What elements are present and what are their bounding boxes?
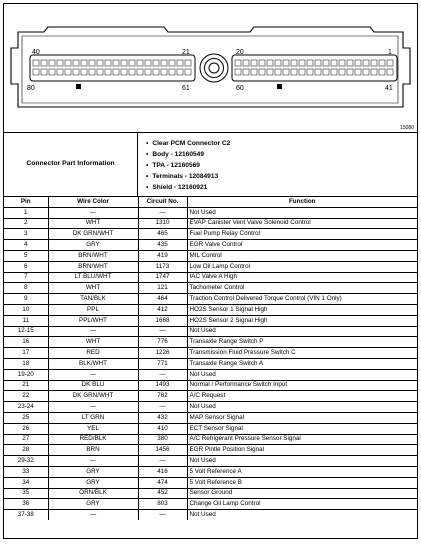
function-cell: IAC Valve A High — [187, 272, 417, 283]
pin-cell: 16 — [4, 337, 48, 348]
function-cell: Transaxle Range Switch A — [187, 358, 417, 369]
circuit-cell: 380 — [138, 434, 187, 445]
circuit-cell: — — [138, 456, 187, 467]
connector-info-item: • Clear PCM Connector C2 — [146, 138, 417, 149]
table-row — [4, 456, 417, 467]
table-row — [4, 326, 417, 337]
pin-label-61: 61 — [182, 85, 190, 92]
wire-color-cell: BLK/WHT — [48, 358, 138, 369]
pin-cavity — [65, 60, 71, 66]
pin-cavity — [315, 60, 321, 66]
pin-cavity — [97, 69, 103, 75]
circuit-cell: — — [138, 369, 187, 380]
pin-cavity — [307, 69, 313, 75]
pin-cavity — [89, 60, 95, 66]
circuit-cell: 803 — [138, 499, 187, 510]
connector-info-item: • Body - 12160549 — [146, 149, 417, 160]
pin-cavity — [169, 60, 175, 66]
pin-cavity — [73, 60, 79, 66]
wire-color-cell: GRY — [48, 477, 138, 488]
table-row — [4, 337, 417, 348]
pin-cavity — [275, 60, 281, 66]
connector-info-item: • Terminals - 12084913 — [146, 171, 417, 182]
wire-color-cell: RED — [48, 348, 138, 359]
pin-cavity — [121, 69, 127, 75]
pin-cavity — [251, 60, 257, 66]
pin-cavity — [283, 60, 289, 66]
pin-cavity — [185, 69, 191, 75]
pin-cell: 26 — [4, 423, 48, 434]
pin-cavity — [97, 60, 103, 66]
wire-color-cell: DK GRN/WHT — [48, 229, 138, 240]
pin-label-41: 41 — [385, 85, 393, 92]
wire-color-cell: RED/BLK — [48, 434, 138, 445]
header-circuit: Circuit No. — [138, 197, 187, 207]
pin-cell: 37-38 — [4, 510, 48, 520]
pin-cavity — [73, 69, 79, 75]
wire-color-cell: LT BLU/WHT — [48, 272, 138, 283]
pin-cavity — [387, 60, 393, 66]
pin-cell: 12-15 — [4, 326, 48, 337]
table-row — [4, 488, 417, 499]
wire-color-cell: DK GRN/WHT — [48, 391, 138, 402]
pin-cell: 21 — [4, 380, 48, 391]
pin-cavity — [291, 69, 297, 75]
circuit-cell: 410 — [138, 423, 187, 434]
pin-cavity — [65, 69, 71, 75]
pin-cavity — [89, 69, 95, 75]
pin-cavity — [307, 60, 313, 66]
table-row — [4, 240, 417, 251]
circuit-cell: 452 — [138, 488, 187, 499]
pin-cavity — [137, 69, 143, 75]
pin-cell: 25 — [4, 412, 48, 423]
function-cell: Not Used — [187, 456, 417, 467]
pin-cell: 10 — [4, 304, 48, 315]
circuit-cell: 464 — [138, 294, 187, 305]
circuit-cell: — — [138, 402, 187, 413]
wire-color-cell: WHT — [48, 283, 138, 294]
header-pin: Pin — [4, 197, 48, 207]
connector-drawing — [4, 4, 417, 131]
wire-color-cell: GRY — [48, 466, 138, 477]
pin-cell: 2 — [4, 218, 48, 229]
circuit-cell: 121 — [138, 283, 187, 294]
pin-cavity — [363, 69, 369, 75]
circuit-cell: 1456 — [138, 445, 187, 456]
connector-part-information — [4, 133, 417, 197]
pin-cavity — [145, 69, 151, 75]
wire-color-cell: DK BLU — [48, 380, 138, 391]
circuit-cell: 1173 — [138, 261, 187, 272]
pin-cell: 27 — [4, 434, 48, 445]
pin-cavity — [153, 69, 159, 75]
pin-cavity — [33, 69, 39, 75]
circuit-cell: 762 — [138, 391, 187, 402]
wire-color-cell: PPL — [48, 304, 138, 315]
header-function: Function — [187, 197, 417, 207]
function-cell: A/C Request — [187, 391, 417, 402]
header-wire-color: Wire Color — [48, 197, 138, 207]
pin-cavity — [243, 60, 249, 66]
pin-cavity — [185, 60, 191, 66]
pin-cell: 33 — [4, 466, 48, 477]
pin-cavity — [275, 69, 281, 75]
table-row — [4, 499, 417, 510]
table-row — [4, 348, 417, 359]
wire-color-cell: LT GRN — [48, 412, 138, 423]
connector-figure — [4, 4, 417, 133]
pin-cell: 6 — [4, 261, 48, 272]
table-row — [4, 272, 417, 283]
wire-color-cell: BRN/WHT — [48, 261, 138, 272]
wire-color-cell: YEL — [48, 423, 138, 434]
function-cell: ECT Sensor Signal — [187, 423, 417, 434]
pin-cavity — [267, 69, 273, 75]
pin-cavity — [235, 69, 241, 75]
pin-cavity — [137, 60, 143, 66]
pin-cell: 18 — [4, 358, 48, 369]
table-row — [4, 402, 417, 413]
function-cell: Not Used — [187, 510, 417, 520]
function-cell: 5 Volt Reference B — [187, 477, 417, 488]
connector-info-list — [138, 133, 417, 196]
circuit-cell: 419 — [138, 250, 187, 261]
wire-color-cell: WHT — [48, 337, 138, 348]
connector-info-item: • Shield - 12160921 — [146, 182, 417, 193]
wire-color-cell: — — [48, 369, 138, 380]
function-cell: HO2S Sensor 1 Signal High — [187, 304, 417, 315]
wire-color-cell: — — [48, 207, 138, 218]
function-cell: Tachometer Control — [187, 283, 417, 294]
table-row — [4, 369, 417, 380]
pin-cell: 19-20 — [4, 369, 48, 380]
circuit-cell: 1310 — [138, 218, 187, 229]
circuit-cell: 416 — [138, 466, 187, 477]
table-row — [4, 380, 417, 391]
pin-cavity — [379, 60, 385, 66]
pin-cavity — [259, 69, 265, 75]
function-cell: Sensor Ground — [187, 488, 417, 499]
figure-id: 15080 — [400, 125, 414, 131]
wire-color-cell: WHT — [48, 218, 138, 229]
pin-cavity — [251, 69, 257, 75]
circuit-cell: 474 — [138, 477, 187, 488]
pin-cavity — [363, 60, 369, 66]
function-cell: Transmission Fluid Pressure Switch C — [187, 348, 417, 359]
pin-cell: 28 — [4, 445, 48, 456]
circuit-cell: 1493 — [138, 380, 187, 391]
pin-cavity — [177, 60, 183, 66]
wire-color-cell: BRN/WHT — [48, 250, 138, 261]
circuit-cell: 1668 — [138, 315, 187, 326]
pin-cavity — [49, 60, 55, 66]
pin-cavity — [387, 69, 393, 75]
pin-cavity — [41, 69, 47, 75]
function-cell: Normal / Performance Switch Input — [187, 380, 417, 391]
pin-cavity — [339, 60, 345, 66]
pin-cavity — [81, 60, 87, 66]
pin-cavity — [371, 60, 377, 66]
pin-cavity — [105, 60, 111, 66]
pin-cavity — [243, 69, 249, 75]
circuit-cell: — — [138, 207, 187, 218]
wire-color-cell: — — [48, 510, 138, 520]
function-cell: Not Used — [187, 207, 417, 218]
wire-color-cell: — — [48, 402, 138, 413]
pin-cavity — [371, 69, 377, 75]
pin-cavity — [57, 60, 63, 66]
function-cell: Not Used — [187, 369, 417, 380]
table-row — [4, 218, 417, 229]
table-row — [4, 358, 417, 369]
table-row — [4, 294, 417, 305]
pin-cavity — [379, 69, 385, 75]
connector-info-label: Connector Part Information — [4, 133, 138, 196]
pin-cavity — [145, 60, 151, 66]
pin-cavity — [49, 69, 55, 75]
pin-label-21: 21 — [182, 49, 190, 56]
pin-cell: 5 — [4, 250, 48, 261]
pin-cavity — [129, 60, 135, 66]
table-row — [4, 412, 417, 423]
pin-cavity — [267, 60, 273, 66]
pin-cavity — [291, 60, 297, 66]
pin-cell: 11 — [4, 315, 48, 326]
pin-cavity — [331, 60, 337, 66]
table-row — [4, 423, 417, 434]
table-row — [4, 304, 417, 315]
pin-label-1: 1 — [388, 49, 392, 56]
function-cell: EGR Valve Control — [187, 240, 417, 251]
function-cell: Change Oil Lamp Control — [187, 499, 417, 510]
circuit-cell: — — [138, 510, 187, 520]
table-row — [4, 261, 417, 272]
pin-cavity — [323, 69, 329, 75]
function-cell: 5 Volt Reference A — [187, 466, 417, 477]
table-row — [4, 391, 417, 402]
wire-color-cell: — — [48, 456, 138, 467]
wire-color-cell: PPL/WHT — [48, 315, 138, 326]
connector-info-item: • TPA - 12160569 — [146, 160, 417, 171]
circuit-cell: 1747 — [138, 272, 187, 283]
pin-cavity — [105, 69, 111, 75]
circuit-cell: 1226 — [138, 348, 187, 359]
circuit-cell: 412 — [138, 304, 187, 315]
pin-cavity — [339, 69, 345, 75]
table-row — [4, 283, 417, 294]
table-row — [4, 466, 417, 477]
pin-cavity — [161, 60, 167, 66]
function-cell: Not Used — [187, 402, 417, 413]
table-row — [4, 434, 417, 445]
table-header-row — [4, 197, 417, 207]
function-cell: Fuel Pump Relay Control — [187, 229, 417, 240]
table-row — [4, 207, 417, 218]
function-cell: MIL Control — [187, 250, 417, 261]
function-cell: Not Used — [187, 326, 417, 337]
pin-cavity — [299, 60, 305, 66]
pin-cavity — [177, 69, 183, 75]
pin-cavity — [113, 60, 119, 66]
circuit-cell: 432 — [138, 412, 187, 423]
wire-color-cell: GRY — [48, 499, 138, 510]
function-cell: Traction Control Delivered Torque Control (VIN 1 Only) — [187, 294, 417, 305]
circuit-cell: 435 — [138, 240, 187, 251]
pin-cavity — [347, 69, 353, 75]
pin-cavity — [169, 69, 175, 75]
pin-cell: 29-32 — [4, 456, 48, 467]
pin-cell: 3 — [4, 229, 48, 240]
circuit-cell: 771 — [138, 358, 187, 369]
pin-cavity — [347, 60, 353, 66]
pin-cell: 17 — [4, 348, 48, 359]
pin-cavity — [259, 60, 265, 66]
pin-cavity — [153, 60, 159, 66]
table-row — [4, 315, 417, 326]
wire-color-cell: BRN — [48, 445, 138, 456]
function-cell: Low Oil Lamp Control — [187, 261, 417, 272]
wire-color-cell: ORN/BLK — [48, 488, 138, 499]
pin-label-40: 40 — [32, 49, 40, 56]
pin-cavity — [331, 69, 337, 75]
circuit-cell: 776 — [138, 337, 187, 348]
function-cell: MAP Sensor Signal — [187, 412, 417, 423]
pin-cell: 7 — [4, 272, 48, 283]
pin-cavity — [299, 69, 305, 75]
table-row — [4, 510, 417, 520]
pin-cavity — [323, 60, 329, 66]
pin-cavity — [355, 69, 361, 75]
function-cell: EVAP Canister Vent Valve Solenoid Control — [187, 218, 417, 229]
table-row — [4, 445, 417, 456]
function-cell: HO2S Sensor 2 Signal High — [187, 315, 417, 326]
pin-cavity — [113, 69, 119, 75]
wire-color-cell: — — [48, 326, 138, 337]
pin-cell: 9 — [4, 294, 48, 305]
pin-cell: 23-24 — [4, 402, 48, 413]
pin-cavity — [41, 60, 47, 66]
function-cell: Transaxle Range Switch P — [187, 337, 417, 348]
pin-cell: 22 — [4, 391, 48, 402]
pin-label-80: 80 — [27, 85, 35, 92]
pin-cell: 4 — [4, 240, 48, 251]
pin-cavity — [315, 69, 321, 75]
circuit-cell: — — [138, 326, 187, 337]
function-cell: EGR Pintle Position Signal — [187, 445, 417, 456]
pin-cavity — [121, 60, 127, 66]
pin-cell: 36 — [4, 499, 48, 510]
table-row — [4, 229, 417, 240]
pin-cavity — [235, 60, 241, 66]
pin-cavity — [57, 69, 63, 75]
pin-label-20: 20 — [236, 49, 244, 56]
pin-cell: 34 — [4, 477, 48, 488]
circuit-cell: 465 — [138, 229, 187, 240]
pin-cavity — [81, 69, 87, 75]
pin-cavity — [161, 69, 167, 75]
pin-cell: 35 — [4, 488, 48, 499]
table-row — [4, 250, 417, 261]
pin-cavity — [283, 69, 289, 75]
pin-cell: 8 — [4, 283, 48, 294]
pin-cavity — [33, 60, 39, 66]
pin-cell: 1 — [4, 207, 48, 218]
pin-cavity — [129, 69, 135, 75]
table-row — [4, 477, 417, 488]
pin-label-60: 60 — [236, 85, 244, 92]
pin-cavity — [355, 60, 361, 66]
wire-color-cell: GRY — [48, 240, 138, 251]
function-cell: A/C Refrigerant Pressure Sensor Signal — [187, 434, 417, 445]
pinout-table — [4, 197, 417, 520]
connector-end-view-page — [3, 3, 418, 539]
wire-color-cell: TAN/BLK — [48, 294, 138, 305]
